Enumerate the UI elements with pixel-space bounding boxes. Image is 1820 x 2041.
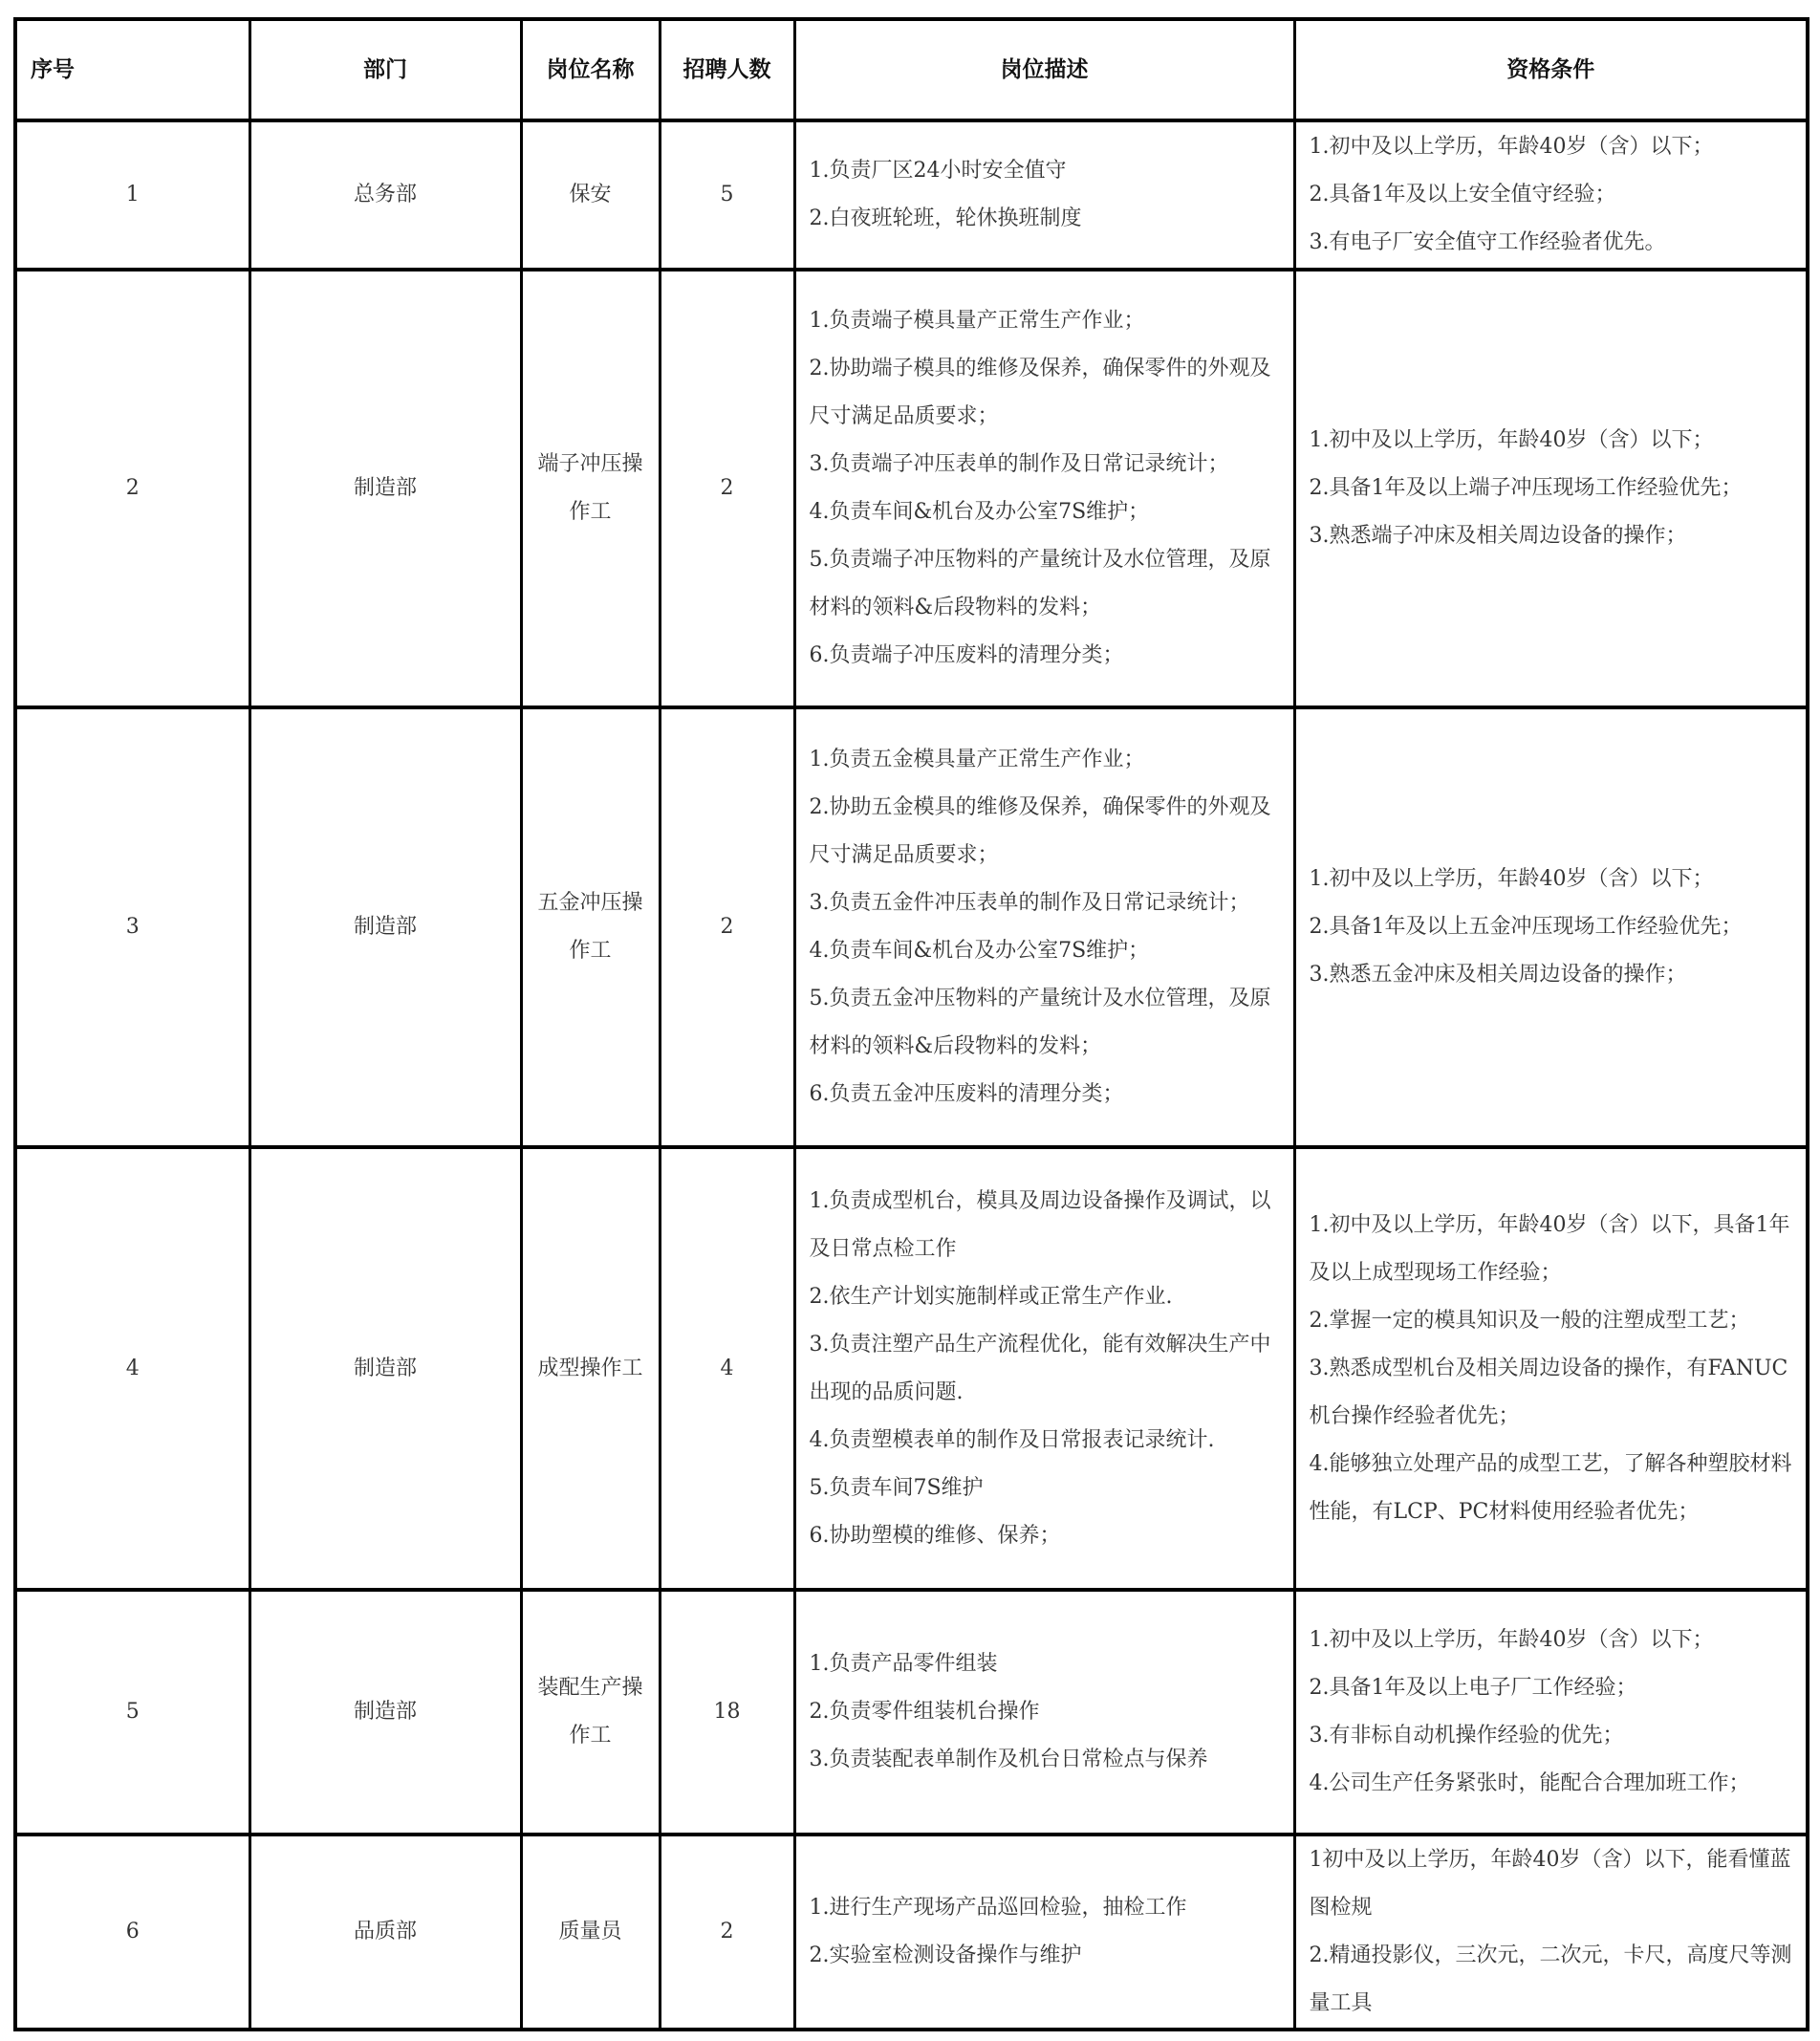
cell-headcount: 2 (660, 707, 794, 1147)
header-headcount: 招聘人数 (660, 19, 794, 120)
cell-department: 总务部 (249, 120, 521, 270)
description-line: 3.负责五金件冲压表单的制作及日常记录统计； (809, 891, 1250, 915)
table-row (15, 120, 1808, 270)
description-line: 5.负责五金冲压物料的产量统计及水位管理，及原材料的领料&后段物料的发料； (809, 987, 1271, 1058)
recruitment-table (13, 17, 1809, 2031)
description-line: 5.负责端子冲压物料的产量统计及水位管理，及原材料的领料&后段物料的发料； (809, 548, 1271, 619)
cell-position: 成型操作工 (521, 1147, 660, 1590)
description-line: 2.依生产计划实施制样或正常生产作业. (809, 1284, 1173, 1309)
description-line: 3.负责注塑产品生产流程优化，能有效解决生产中出现的品质问题. (809, 1332, 1271, 1404)
cell-department: 制造部 (249, 707, 521, 1147)
requirement-line: 3.有电子厂安全值守工作经验者优先。 (1309, 230, 1666, 254)
requirement-line: 1.初中及以上学历，年龄40岁（含）以下； (1309, 135, 1714, 159)
cell-description (794, 1147, 1294, 1590)
description-line: 1.负责五金模具量产正常生产作业； (809, 748, 1145, 771)
requirement-line: 4.能够独立处理产品的成型工艺，了解各种塑胶材料性能，有LCP、PC材料使用经验者优先； (1309, 1451, 1792, 1524)
description-line: 6.负责端子冲压废料的清理分类； (809, 643, 1124, 667)
header-row (15, 19, 1808, 120)
header-no: 序号 (15, 19, 249, 120)
description-line: 2.白夜班轮班，轮休换班制度 (809, 206, 1082, 230)
cell-position: 保安 (521, 120, 660, 270)
cell-no: 6 (15, 1835, 249, 2030)
description-line: 4.负责车间&机台及办公室7S维护； (809, 939, 1150, 963)
description-line: 1.进行生产现场产品巡回检验，抽检工作 (809, 1896, 1187, 1920)
requirement-line: 1.初中及以上学历，年龄40岁（含）以下； (1309, 1628, 1714, 1652)
table-row (15, 707, 1808, 1147)
description-line: 2.协助五金模具的维修及保养，确保零件的外观及尺寸满足品质要求； (809, 795, 1271, 867)
cell-headcount: 5 (660, 120, 794, 270)
description-line: 1.负责产品零件组装 (809, 1652, 998, 1676)
cell-no: 5 (15, 1590, 249, 1835)
cell-department: 制造部 (249, 270, 521, 707)
requirement-line: 1.初中及以上学历，年龄40岁（含）以下，具备1年及以上成型现场工作经验； (1309, 1212, 1790, 1285)
cell-position: 五金冲压操作工 (521, 707, 660, 1147)
requirement-line: 2.具备1年及以上端子冲压现场工作经验优先； (1309, 476, 1743, 500)
header-department: 部门 (249, 19, 521, 120)
description-line: 6.协助塑模的维修、保养； (809, 1523, 1061, 1548)
description-line: 2.负责零件组装机台操作 (809, 1700, 1040, 1724)
requirement-line: 1初中及以上学历，年龄40岁（含）以下，能看懂蓝图检规 (1309, 1848, 1791, 1920)
cell-requirements (1294, 270, 1808, 707)
cell-department: 制造部 (249, 1147, 521, 1590)
table-row (15, 1147, 1808, 1590)
description-line: 4.负责塑模表单的制作及日常报表记录统计. (809, 1427, 1215, 1452)
description-line: 3.负责装配表单制作及机台日常检点与保养 (809, 1748, 1208, 1771)
requirement-line: 3.熟悉五金冲床及相关周边设备的操作； (1309, 963, 1687, 987)
cell-no: 3 (15, 707, 249, 1147)
header-description: 岗位描述 (794, 19, 1294, 120)
requirement-line: 2.具备1年及以上安全值守经验； (1309, 183, 1616, 206)
requirement-line: 1.初中及以上学历，年龄40岁（含）以下； (1309, 867, 1714, 891)
requirement-line: 2.精通投影仪，三次元，二次元，卡尺，高度尺等测量工具 (1309, 1943, 1792, 2015)
description-line: 2.实验室检测设备操作与维护 (809, 1943, 1082, 1967)
cell-requirements (1294, 1147, 1808, 1590)
cell-headcount: 18 (660, 1590, 794, 1835)
table-row (15, 1835, 1808, 2030)
requirement-line: 3.熟悉成型机台及相关周边设备的操作，有FANUC机台操作经验者优先； (1309, 1356, 1788, 1428)
description-line: 6.负责五金冲压废料的清理分类； (809, 1082, 1124, 1106)
cell-description (794, 120, 1294, 270)
cell-no: 2 (15, 270, 249, 707)
header-position: 岗位名称 (521, 19, 660, 120)
cell-department: 品质部 (249, 1835, 521, 2030)
cell-requirements (1294, 707, 1808, 1147)
cell-headcount: 2 (660, 1835, 794, 2030)
cell-description (794, 1835, 1294, 2030)
table-row (15, 1590, 1808, 1835)
requirement-line: 2.掌握一定的模具知识及一般的注塑成型工艺； (1309, 1308, 1750, 1333)
cell-requirements (1294, 120, 1808, 270)
cell-position: 质量员 (521, 1835, 660, 2030)
cell-description (794, 270, 1294, 707)
cell-headcount: 4 (660, 1147, 794, 1590)
cell-department: 制造部 (249, 1590, 521, 1835)
description-line: 2.协助端子模具的维修及保养，确保零件的外观及尺寸满足品质要求； (809, 357, 1271, 428)
description-line: 5.负责车间7S维护 (809, 1475, 984, 1500)
cell-position: 装配生产操作工 (521, 1590, 660, 1835)
table-row (15, 270, 1808, 707)
cell-requirements (1294, 1835, 1808, 2030)
requirement-line: 2.具备1年及以上电子厂工作经验； (1309, 1676, 1637, 1700)
description-line: 4.负责车间&机台及办公室7S维护； (809, 500, 1150, 524)
requirement-line: 3.熟悉端子冲床及相关周边设备的操作； (1309, 524, 1687, 548)
description-line: 3.负责端子冲压表单的制作及日常记录统计； (809, 452, 1229, 476)
requirement-line: 4.公司生产任务紧张时，能配合合理加班工作； (1309, 1771, 1750, 1795)
cell-no: 4 (15, 1147, 249, 1590)
requirement-line: 2.具备1年及以上五金冲压现场工作经验优先； (1309, 915, 1743, 939)
requirement-line: 1.初中及以上学历，年龄40岁（含）以下； (1309, 428, 1714, 452)
requirement-line: 3.有非标自动机操作经验的优先； (1309, 1724, 1624, 1748)
cell-no: 1 (15, 120, 249, 270)
cell-description (794, 707, 1294, 1147)
cell-headcount: 2 (660, 270, 794, 707)
header-requirements: 资格条件 (1294, 19, 1808, 120)
cell-position: 端子冲压操作工 (521, 270, 660, 707)
cell-description (794, 1590, 1294, 1835)
description-line: 1.负责成型机台，模具及周边设备操作及调试，以及日常点检工作 (809, 1188, 1271, 1261)
description-line: 1.负责厂区24小时安全值守 (809, 159, 1067, 183)
description-line: 1.负责端子模具量产正常生产作业； (809, 309, 1145, 333)
cell-requirements (1294, 1590, 1808, 1835)
